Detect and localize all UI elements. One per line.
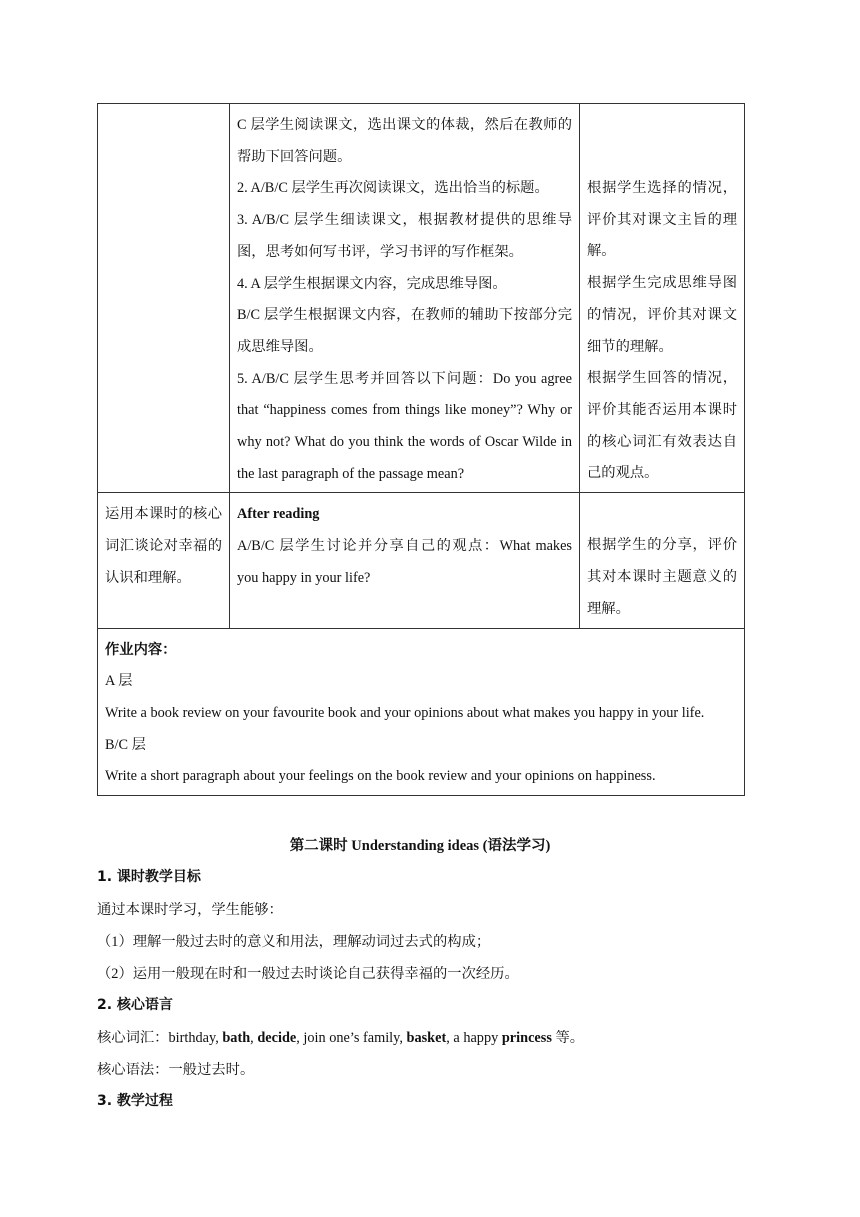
homework-title: 作业内容：: [105, 641, 177, 658]
vocab-word-bold: decide: [257, 1030, 297, 1046]
evaluation-text: 根据学生的分享，评价其对本课时主题意义的理解。: [587, 537, 737, 617]
activity-text: 2. A/B/C 层学生再次阅读课文，选出恰当的标题。: [237, 180, 549, 197]
vocab-word-bold: princess: [501, 1030, 552, 1046]
vocab-separator: ,: [250, 1030, 258, 1046]
spacer: [587, 110, 737, 173]
section-heading: 3. 教学过程: [97, 1093, 173, 1109]
core-vocabulary: [97, 1027, 584, 1047]
vocab-word: birthday,: [168, 1030, 223, 1046]
vocab-word: , join one’s family,: [296, 1030, 407, 1046]
table-row: [98, 493, 745, 628]
activity-text: 3. A/B/C 层学生细读课文，根据教材提供的思维导图，思考如何写书评，学习书评的写作框架。: [237, 212, 572, 260]
activity-text: A/B/C 层学生讨论并分享自己的观点：What makes you happy in your life?: [237, 538, 572, 586]
section-heading: 1. 课时教学目标: [97, 869, 201, 885]
activity-text: C 层学生阅读课文，选出课文的体裁，然后在教师的帮助下回答问题。: [237, 117, 572, 165]
homework-row: [98, 628, 745, 796]
activity-text: 4. A 层学生根据课文内容，完成思维导图。: [237, 275, 507, 292]
objective-item: （2）运用一般现在时和一般过去时谈论自己获得幸福的一次经历。: [97, 966, 519, 982]
objective-cell: 运用本课时的核心词汇谈论对幸福的认识和理解。: [98, 493, 230, 628]
evaluation-text: 根据学生完成思维导图的情况，评价其对课文细节的理解。: [587, 275, 737, 355]
activity-cell: [230, 493, 580, 628]
evaluation-cell: [580, 104, 745, 493]
evaluation-text: 根据学生回答的情况，评价其能否运用本课时的核心词汇有效表达自己的观点。: [587, 370, 737, 482]
after-reading-heading: After reading: [237, 506, 320, 523]
homework-a-label: A 层: [105, 673, 133, 690]
vocab-label: 核心词汇：: [97, 1030, 169, 1046]
evaluation-text: 根据学生选择的情况，评价其对课文主旨的理解。: [587, 180, 737, 260]
section-heading: 2. 核心语言: [97, 997, 173, 1013]
table-row: [98, 104, 745, 493]
objective-item: （1）理解一般过去时的意义和用法，理解动词过去式的构成；: [97, 934, 491, 950]
lesson-plan-table: [97, 103, 745, 796]
lesson-title: 第二课时 Understanding ideas (语法学习): [289, 838, 551, 854]
homework-bc-text: Write a short paragraph about your feelings on the book review and your opinions on happiness.: [105, 768, 656, 785]
vocab-word: 等。: [551, 1030, 585, 1046]
activity-cell: [230, 104, 580, 493]
homework-bc-label: B/C 层: [105, 736, 146, 753]
spacer: [587, 499, 737, 530]
homework-a-text: Write a book review on your favourite book and your opinions about what makes you happy in your life.: [105, 704, 705, 721]
vocab-word-bold: basket: [406, 1030, 447, 1046]
core-grammar: 核心语法：一般过去时。: [97, 1062, 255, 1078]
evaluation-cell: [580, 493, 745, 628]
objective-cell: [98, 104, 230, 493]
vocab-word: , a happy: [446, 1030, 502, 1046]
section-text: 通过本课时学习，学生能够：: [97, 902, 283, 918]
activity-text: 5. A/B/C 层学生思考并回答以下问题：Do you agree that “happiness comes from things like money”? Why or why not? What do you think the words of Oscar Wilde in the last paragraph of the passage mean?: [237, 370, 572, 482]
homework-cell: [98, 628, 745, 796]
vocab-word-bold: bath: [222, 1030, 251, 1046]
activity-text: B/C 层学生根据课文内容，在教师的辅助下按部分完成思维导图。: [237, 307, 572, 355]
